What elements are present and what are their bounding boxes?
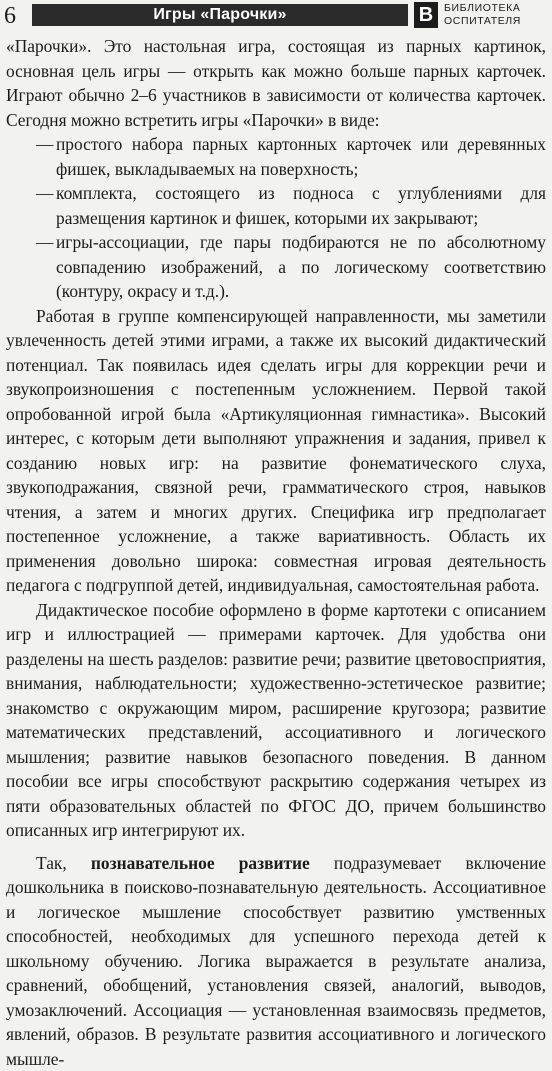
series-brand [414, 2, 550, 30]
list-item [6, 181, 546, 230]
paragraph-cognitive [6, 851, 546, 1071]
intro-paragraph: «Парочки». Это настольная игра, состоящая из парных картинок, основная цель игры — открыть как можно больше парных карточек. Играют обычно 2–6 участников в зависимости от количества карточек. Сегодня можно встретить игры «Парочки» в виде: [6, 34, 546, 132]
series-logo-icon: В [414, 2, 438, 28]
paragraph-rest: подразумевает включение дошкольника в поисково-познавательную деятельность. Ассоциативное и логическое мышление способствует развитию умственных способностей, необходимых для успешного перехода детей к школьному обучению. Логика выражается в результате анализа, сравнений, обобщений, установления связей, аналогий, выводов, умозаключений. Ассоциация — установленная взаимосвязь предметов, явлений, образов. В результате развития ассоциативного и логического мышле- [6, 853, 546, 1069]
series-name-line1: БИБЛИОТЕКА [444, 2, 550, 15]
bold-term: познавательное развитие [91, 853, 310, 873]
page-number: 6 [4, 1, 16, 31]
paragraph-lead: Так, [36, 853, 91, 873]
paragraph-manual: Дидактическое пособие оформлено в форме картотеки с описанием игр и иллюстрацией — примерами карточек. Для удобства они разделены на шесть разделов: развитие речи; развитие цветовосприятия, внимания, наблюдательности; художественно-эстетическое развитие; знакомство с окружающим миром, расширение кругозора; развитие математических представлений, ассоциативного и логического мышления; развитие навыков безопасного поведения. В данном пособии все игры способствуют раскрытию содержания четырех из пяти образовательных областей по ФГОС ДО, причем большинство описанных игр интегрируют их. [6, 598, 546, 843]
running-title: Игры «Парочки» [32, 4, 408, 26]
list-item [6, 230, 546, 304]
list-item [6, 132, 546, 181]
list-dash: — [36, 132, 53, 157]
list-dash: — [36, 230, 53, 255]
list-dash: — [36, 181, 53, 206]
list-item-text: игры-ассоциации, где пары подбираются не по абсолютному совпадению изображений, а по логическому соответствию (контуру, окрасу и т.д.). [56, 232, 546, 301]
list-item-text: комплекта, состоящего из подноса с углублениями для размещения картинок и фишек, которыми их закрывают; [56, 183, 546, 228]
series-name-line2: ОСПИТАТЕЛЯ [444, 15, 550, 28]
series-name [444, 2, 550, 28]
page-body [6, 34, 546, 1071]
page-header [0, 0, 552, 36]
paragraph-observation: Работая в группе компенсирующей направленности, мы заметили увлеченность детей этими играми, а также их высокий дидактический потенциал. Так появилась идея сделать игры для коррекции речи и звукопроизношения с постепенным усложнением. Первой такой опробованной игрой была «Артикуляционная гимнастика». Высокий интерес, с которым дети выполняют упражнения и задания, привел к созданию новых игр: на развитие фонематического слуха, звукоподражания, связной речи, грамматического строя, навыков чтения, а затем и многих других. Специфика игр предполагает постепенное усложнение, а также вариативность. Область их применения довольно широка: совместная игровая деятельность педагога с подгруппой детей, индивидуальная, самостоятельная работа. [6, 304, 546, 598]
game-types-list [6, 132, 546, 304]
list-item-text: простого набора парных картонных карточек или деревянных фишек, выкладываемых на поверхность; [56, 134, 546, 179]
